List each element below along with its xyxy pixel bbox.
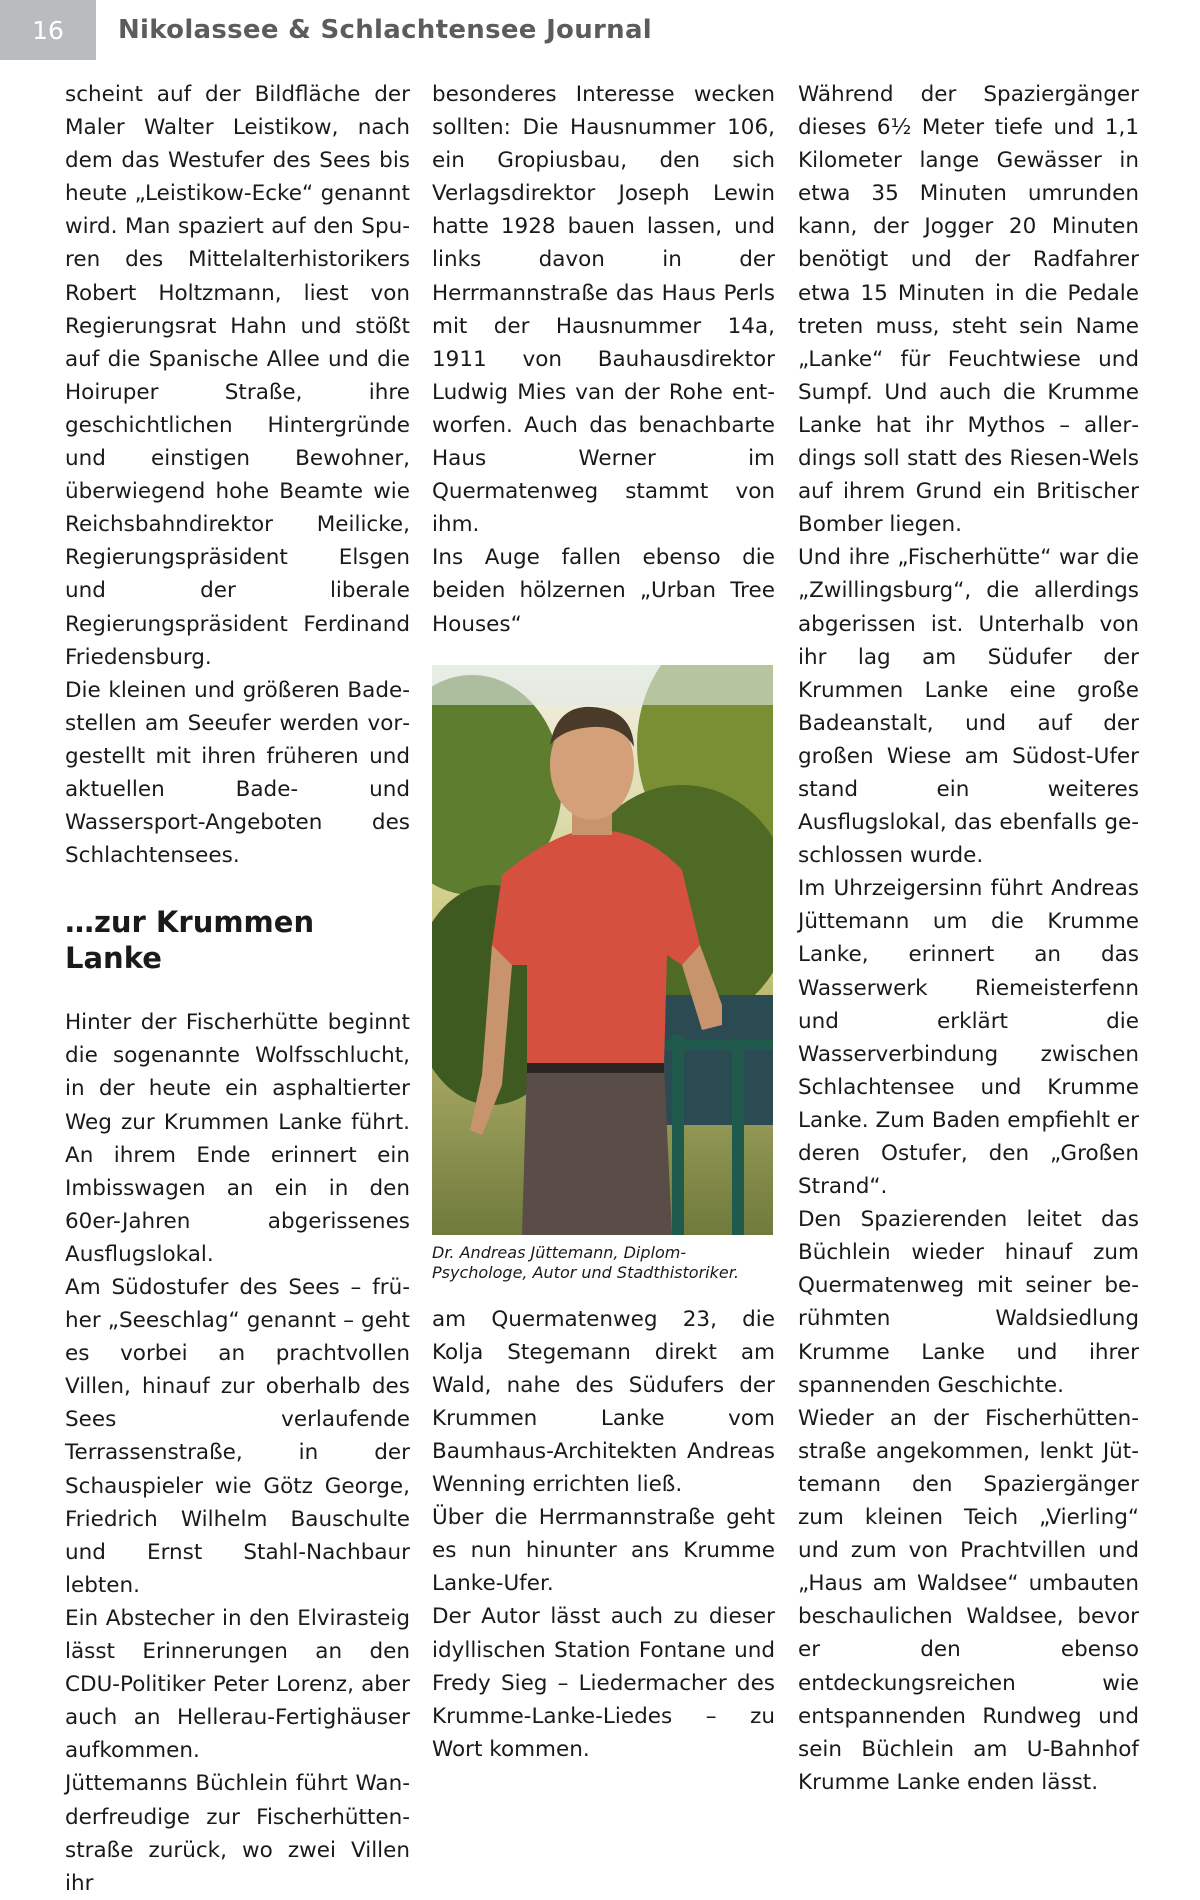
paragraph: am Quermatenweg 23, die Kolja Stegemann direkt am Wald, nahe des Südufers der Krummen Lanke vom Baumhaus-Architekten Andreas Wenning errichten ließ. bbox=[432, 1306, 775, 1498]
paragraph: Und ihre „Fischerhütte“ war die „Zwillingsburg“, die allerdings abgerissen ist. Unterhalb von ihr lag am Südufer der Krummen Lanke eine große Badeanstalt, und auf der großen Wiese am Südost-Ufer stand ein weiteres Ausflugslokal, das ebenfalls geschlossen wurde. bbox=[798, 545, 1139, 869]
paragraph: Während der Spaziergänger dieses 6½ Meter tiefe und 1,1 Kilometer lange Gewässer in etwa 35 Minuten umrunden kann, der Jogger 20 Minuten benötigt und der Radfahrer etwa 15 Minuten in die Pedale treten muss, steht sein Name „Lanke“ für Feuchtwiese und Sumpf. Und auch die Krumme Lanke hat ihr Mythos – allerdings soll statt des Riesen-Wels auf ihrem Grund ein Britischer Bomber liegen. bbox=[798, 82, 1139, 538]
article-column-2 bbox=[432, 78, 775, 1766]
paragraph: Am Südostufer des Sees – früher „Seeschlag“ genannt – geht es vorbei an prachtvollen Villen, hinauf zur oberhalb des Sees verlaufende Terrassenstraße, in der Schauspieler wie Götz George, Friedrich Wilhelm Bauschulte und Ernst Stahl-Nachbaur lebten. bbox=[65, 1275, 410, 1598]
paragraph: Den Spazierenden leitet das Büchlein wieder hinauf zum Quermatenweg mit seiner berühmten Waldsiedlung Krumme Lanke und ihrer spannenden Geschichte. bbox=[798, 1207, 1139, 1398]
paragraph: Hinter der Fischerhütte beginnt die sogenannte Wolfsschlucht, in der heute ein asphaltierter Weg zur Krummen Lanke führt. An ihrem Ende erinnert ein Imbisswagen an ein in den 60er-Jahren abgerissenes Ausflugslokal. bbox=[65, 1010, 410, 1267]
paragraph: besonderes Interesse wecken sollten: Die Hausnummer 106, ein Gropiusbau, den sich Verlagsdirektor Joseph Lewin hatte 1928 bauen lassen, und links davon in der Herrmannstraße das Haus Perls mit der Hausnummer 14a, 1911 von Bauhausdirektor Ludwig Mies van der Rohe entworfen. Auch das benachbarte Haus Werner im Quermatenweg stammt von ihm. bbox=[432, 82, 775, 538]
paragraph: Der Autor lässt auch zu dieser idyllischen Station Fontane und Fredy Sieg – Liedermacher des Krumme-Lanke-Liedes – zu Wort kommen. bbox=[432, 1604, 775, 1762]
paragraph: Ins Auge fallen ebenso die beiden hölzernen „Urban Tree Houses“ bbox=[432, 545, 775, 637]
paragraph: Die kleinen und größeren Badestellen am Seeufer werden vorgestellt mit ihren früheren und aktuellen Bade- und Wassersport-Angeboten des Schlachtensees. bbox=[65, 677, 410, 869]
paragraph: Wieder an der Fischerhüttenstraße angekommen, lenkt Jüttemann den Spaziergänger zum kleinen Teich „Vierling“ und zum von Prachtvillen und „Haus am Waldsee“ umbauten beschaulichen Waldsee, bevor er den ebenso entdeckungsreichen wie entspannenden Rundweg und sein Büchlein am U-Bahnhof Krumme Lanke enden lässt. bbox=[798, 1405, 1139, 1795]
paragraph: Im Uhrzeigersinn führt Andreas Jüttemann um die Krumme Lanke, erinnert an das Wasserwerk Riemeisterfenn und erklärt die Wasserverbindung zwischen Schlachtensee und Krumme Lanke. Zum Baden empfiehlt er deren Ostufer, den „Großen Strand“. bbox=[798, 876, 1139, 1200]
article-column-3 bbox=[798, 78, 1139, 1799]
journal-title: Nikolassee & Schlachtensee Journal bbox=[118, 15, 653, 45]
page-number: 16 bbox=[0, 0, 96, 60]
paragraph: Jüttemanns Büchlein führt Wanderfreudige zur Fischerhüttenstraße zurück, wo zwei Villen ihr bbox=[65, 1771, 410, 1896]
article-column-1 bbox=[65, 78, 410, 1900]
section-heading: …zur Krummen Lanke bbox=[65, 905, 315, 976]
author-photo bbox=[432, 665, 773, 1235]
paragraph: Ein Abstecher in den Elvirasteig lässt Erinnerungen an den CDU-Politiker Peter Lorenz, aber auch an Hellerau-Fertighäuser aufkommen. bbox=[65, 1605, 410, 1764]
paragraph: Über die Herrmannstraße geht es nun hinunter ans Krumme Lanke-Ufer. bbox=[432, 1505, 775, 1597]
paragraph: scheint auf der Bildfläche der Maler Walter Leistikow, nach dem das Westufer des Sees bis heute „Leistikow-Ecke“ genannt wird. Man spaziert auf den Spuren des Mittelalterhistorikers Robert Holtzmann, liest von Regierungsrat Hahn und stößt auf die Spanische Allee und die Hoiruper Straße, ihre geschichtlichen Hintergründe und einstigen Bewohner, überwiegend hohe Beamte wie Reichsbahndirektor Meilicke, Regierungspräsident Elsgen und der liberale Regierungspräsident Ferdinand Friedensburg. bbox=[65, 82, 410, 670]
photo-caption: Dr. Andreas Jüttemann, Diplom-Psychologe, Autor und Stadthistoriker. bbox=[432, 1242, 739, 1282]
